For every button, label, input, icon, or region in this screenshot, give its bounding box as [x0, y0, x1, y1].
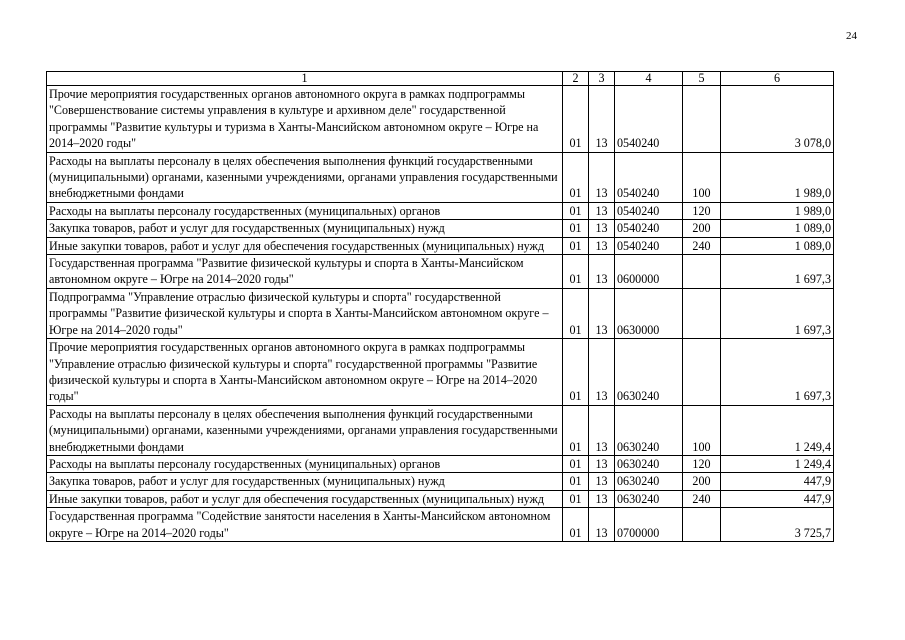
row-subsection: 13	[589, 473, 615, 490]
row-section: 01	[563, 202, 589, 219]
row-target-article: 0630240	[615, 490, 683, 507]
row-amount: 1 089,0	[721, 220, 834, 237]
row-amount: 447,9	[721, 490, 834, 507]
row-section: 01	[563, 405, 589, 455]
row-expense-type: 240	[683, 237, 721, 254]
row-expense-type	[683, 339, 721, 406]
row-amount: 1 697,3	[721, 339, 834, 406]
row-expense-type: 100	[683, 405, 721, 455]
table-row	[47, 152, 834, 202]
row-name: Государственная программа "Содействие занятости населения в Ханты-Мансийском автономном округе – Югре на 2014–2020 годы"	[47, 508, 563, 542]
row-expense-type: 120	[683, 455, 721, 472]
row-expense-type	[683, 86, 721, 153]
row-name: Расходы на выплаты персоналу в целях обеспечения выполнения функций государственными (муниципальными) органами, казенными учреждениями, органами управления государственными внебюджетными фондами	[47, 152, 563, 202]
table-row	[47, 220, 834, 237]
header-row	[47, 72, 834, 86]
row-target-article: 0600000	[615, 255, 683, 289]
row-target-article: 0540240	[615, 237, 683, 254]
row-name: Прочие мероприятия государственных органов автономного округа в рамках подпрограммы "Управление отраслью физической культуры и спорта" государственной программы "Развитие физической культуры и спорта в Ханты-Мансийском автономном округе – Югре на 2014–2020 годы"	[47, 339, 563, 406]
row-name: Подпрограмма "Управление отраслью физической культуры и спорта" государственной программы "Развитие физической культуры и спорта в Ханты-Мансийском автономном округе – Югре на 2014–2020 годы"	[47, 288, 563, 338]
row-target-article: 0540240	[615, 220, 683, 237]
row-section: 01	[563, 490, 589, 507]
row-section: 01	[563, 220, 589, 237]
row-subsection: 13	[589, 339, 615, 406]
header-cell-expense-type: 5	[683, 72, 721, 86]
row-name: Закупка товаров, работ и услуг для государственных (муниципальных) нужд	[47, 220, 563, 237]
row-subsection: 13	[589, 288, 615, 338]
row-section: 01	[563, 339, 589, 406]
row-amount: 3 725,7	[721, 508, 834, 542]
row-target-article: 0540240	[615, 152, 683, 202]
row-target-article: 0630240	[615, 405, 683, 455]
row-name: Расходы на выплаты персоналу в целях обеспечения выполнения функций государственными (муниципальными) органами, казенными учреждениями, органами управления государственными внебюджетными фондами	[47, 405, 563, 455]
row-target-article: 0700000	[615, 508, 683, 542]
row-amount: 1 089,0	[721, 237, 834, 254]
row-expense-type: 120	[683, 202, 721, 219]
row-subsection: 13	[589, 152, 615, 202]
row-section: 01	[563, 255, 589, 289]
header-cell-section: 2	[563, 72, 589, 86]
row-subsection: 13	[589, 220, 615, 237]
row-target-article: 0630240	[615, 339, 683, 406]
row-name: Закупка товаров, работ и услуг для государственных (муниципальных) нужд	[47, 473, 563, 490]
row-subsection: 13	[589, 237, 615, 254]
row-amount: 3 078,0	[721, 86, 834, 153]
row-section: 01	[563, 288, 589, 338]
row-expense-type: 200	[683, 473, 721, 490]
row-target-article: 0540240	[615, 86, 683, 153]
row-subsection: 13	[589, 508, 615, 542]
table-row	[47, 508, 834, 542]
row-section: 01	[563, 455, 589, 472]
row-expense-type: 100	[683, 152, 721, 202]
page-number: 24	[846, 30, 857, 42]
header-cell-target-article: 4	[615, 72, 683, 86]
row-amount: 1 697,3	[721, 255, 834, 289]
header-cell-amount: 6	[721, 72, 834, 86]
row-subsection: 13	[589, 405, 615, 455]
row-expense-type	[683, 508, 721, 542]
row-amount: 1 989,0	[721, 152, 834, 202]
table-row	[47, 288, 834, 338]
table-row	[47, 473, 834, 490]
row-section: 01	[563, 86, 589, 153]
row-subsection: 13	[589, 490, 615, 507]
table-row	[47, 86, 834, 153]
row-expense-type	[683, 288, 721, 338]
row-amount: 1 697,3	[721, 288, 834, 338]
row-name: Государственная программа "Развитие физической культуры и спорта в Ханты-Мансийском автономном округе – Югре на 2014–2020 годы"	[47, 255, 563, 289]
row-section: 01	[563, 508, 589, 542]
row-target-article: 0630240	[615, 455, 683, 472]
row-target-article: 0630000	[615, 288, 683, 338]
table-row	[47, 237, 834, 254]
table-row	[47, 455, 834, 472]
row-subsection: 13	[589, 86, 615, 153]
row-name: Иные закупки товаров, работ и услуг для обеспечения государственных (муниципальных) нужд	[47, 237, 563, 254]
row-subsection: 13	[589, 202, 615, 219]
row-subsection: 13	[589, 455, 615, 472]
header-cell-subsection: 3	[589, 72, 615, 86]
row-section: 01	[563, 152, 589, 202]
table-row	[47, 202, 834, 219]
row-expense-type	[683, 255, 721, 289]
row-subsection: 13	[589, 255, 615, 289]
row-expense-type: 200	[683, 220, 721, 237]
row-amount: 1 249,4	[721, 405, 834, 455]
row-section: 01	[563, 473, 589, 490]
row-target-article: 0540240	[615, 202, 683, 219]
row-amount: 447,9	[721, 473, 834, 490]
table-row	[47, 255, 834, 289]
row-target-article: 0630240	[615, 473, 683, 490]
table-row	[47, 339, 834, 406]
row-section: 01	[563, 237, 589, 254]
row-expense-type: 240	[683, 490, 721, 507]
row-name: Иные закупки товаров, работ и услуг для обеспечения государственных (муниципальных) нужд	[47, 490, 563, 507]
row-amount: 1 249,4	[721, 455, 834, 472]
table-row	[47, 405, 834, 455]
row-name: Расходы на выплаты персоналу государственных (муниципальных) органов	[47, 455, 563, 472]
table-row	[47, 490, 834, 507]
row-amount: 1 989,0	[721, 202, 834, 219]
row-name: Прочие мероприятия государственных органов автономного округа в рамках подпрограммы "Совершенствование системы управления в культуре и архивном деле" государственной программы "Развитие культуры и туризма в Ханты-Мансийском автономном округе – Югре на 2014–2020 годы"	[47, 86, 563, 153]
row-name: Расходы на выплаты персоналу государственных (муниципальных) органов	[47, 202, 563, 219]
header-cell-name: 1	[47, 72, 563, 86]
budget-table	[46, 71, 834, 542]
